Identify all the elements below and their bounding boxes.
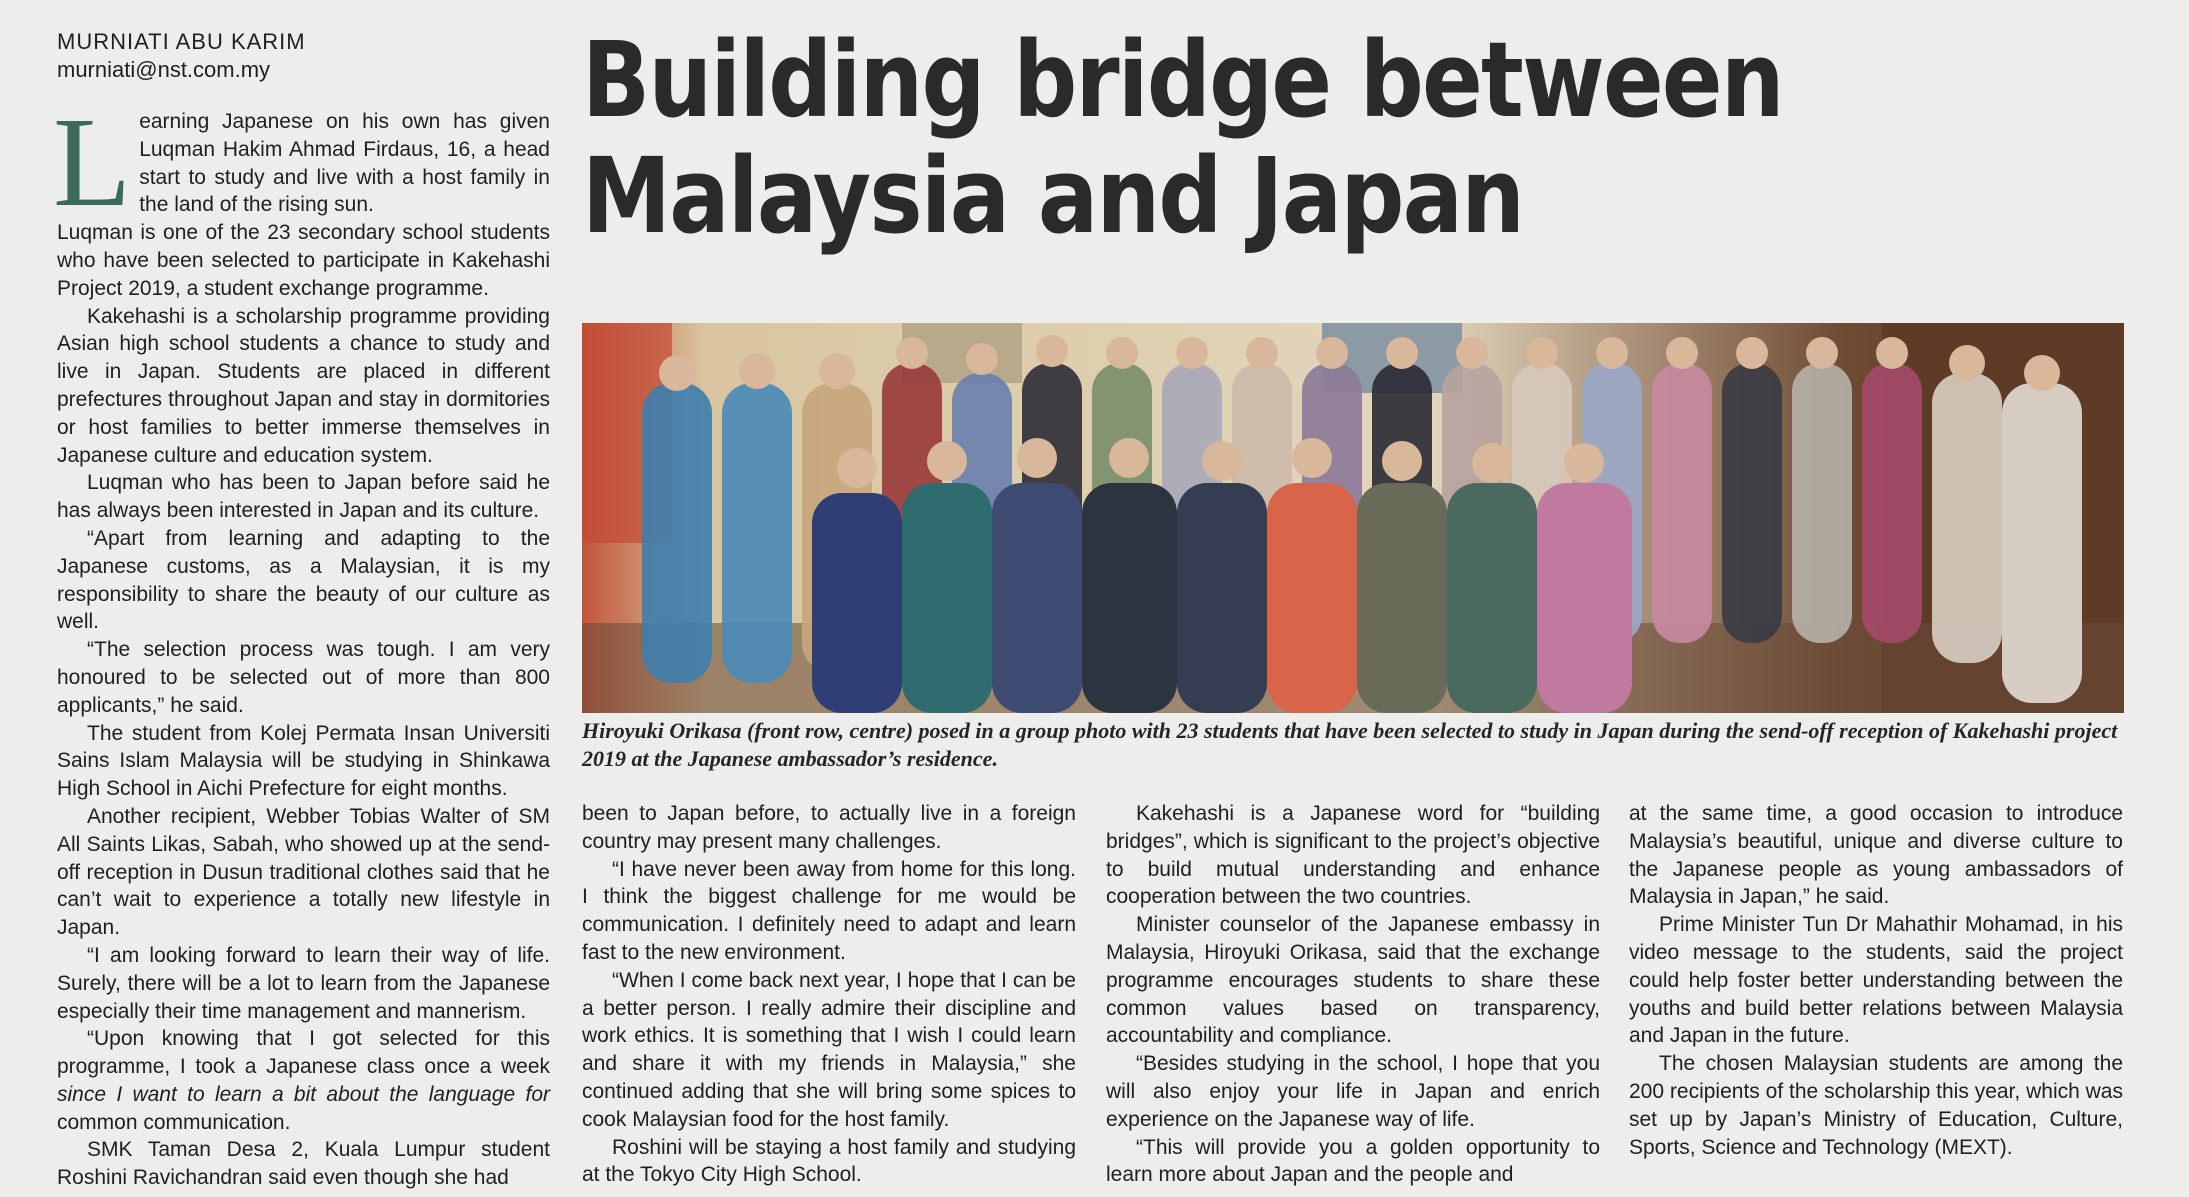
paragraph: Another recipient, Webber Tobias Walter of SM All Saints Likas, Sabah, who showed up at the send-off reception in Dusun traditional clothes said that he can’t wait to experience a totally new lifestyle in Japan. <box>57 804 550 940</box>
article-column-1 <box>53 91 550 1192</box>
paragraph-text: “Upon knowing that I got selected for this programme, I took a Japanese class once a week <box>57 1027 550 1079</box>
paragraph: SMK Taman Desa 2, Kuala Lumpur student Roshini Ravichandran said even though she had <box>57 1138 550 1190</box>
headline <box>582 19 1924 257</box>
paragraph <box>57 1025 550 1136</box>
paragraph: “This will provide you a golden opportunity to learn more about Japan and the people and <box>1106 1135 1600 1187</box>
article-column-3 <box>1106 800 1600 1189</box>
paragraph: Kakehashi is a Japanese word for “building bridges”, which is significant to the project’s objective to build mutual understanding and enhance cooperation between the two countries. <box>1106 802 1600 909</box>
paragraph-text: earning Japanese on his own has given Luqman Hakim Ahmad Firdaus, 16, a head start to study and live with a host family in the land of the rising sun. <box>139 110 550 217</box>
byline <box>57 28 557 84</box>
paragraph-text: common communication. <box>57 1110 291 1134</box>
paragraph: Kakehashi is a scholarship programme providing Asian high school students a chance to study and live in Japan. Students are placed in different prefectures throughout Japan and stay in dormitories or host families to better immerse themselves in Japanese culture and education system. <box>57 304 550 467</box>
paragraph: Luqman is one of the 23 secondary school students who have been selected to participate in Kakehashi Project 2019, a student exchange programme. <box>57 221 550 300</box>
paragraph: “Besides studying in the school, I hope that you will also enjoy your life in Japan and enrich experience on the Japanese way of life. <box>1106 1052 1600 1131</box>
paragraph: Luqman who has been to Japan before said he has always been interested in Japan and its culture. <box>57 471 550 523</box>
paragraph: The chosen Malaysian students are among the 200 recipients of the scholarship this year, which was set up by Japan’s Ministry of Education, Culture, Sports, Science and Technology (MEXT). <box>1629 1052 2123 1159</box>
drop-cap: L <box>53 91 132 233</box>
paragraph <box>53 91 550 233</box>
paragraph: been to Japan before, to actually live in a foreign country may present many challenges. <box>582 802 1076 853</box>
group-photo <box>582 323 2124 713</box>
paragraph: at the same time, a good occasion to introduce Malaysia’s beautiful, unique and diverse culture to the Japanese people as young ambassadors of Malaysia in Japan,” he said. <box>1629 802 2123 909</box>
paragraph: “I am looking forward to learn their way of life. Surely, there will be a lot to learn from the Japanese especially their time management and mannerism. <box>57 943 550 1023</box>
group-photo-illustration <box>582 323 2124 713</box>
article-column-2 <box>582 800 1076 1189</box>
paragraph: Minister counselor of the Japanese embassy in Malaysia, Hiroyuki Orikasa, said that the exchange programme encourages students to share these common values based on transparency, accountability and compliance. <box>1106 913 1600 1048</box>
author-name: MURNIATI ABU KARIM <box>57 29 306 54</box>
headline-line-2: Malaysia and Japan <box>582 135 1524 257</box>
paragraph: “I have never been away from home for this long. I think the biggest challenge for me would be communication. I definitely need to adapt and learn fast to the new environment. <box>582 857 1076 964</box>
paragraph: The student from Kolej Permata Insan Universiti Sains Islam Malaysia will be studying in Shinkawa High School in Aichi Prefecture for eight months. <box>57 721 550 801</box>
paragraph: “The selection process was tough. I am very honoured to be selected out of more than 800 applicants,” he said. <box>57 638 550 717</box>
headline-line-1: Building bridge between <box>582 19 1783 141</box>
photo-caption: Hiroyuki Orikasa (front row, centre) posed in a group photo with 23 students that have been selected to study in Japan during the send-off reception of Kakehashi project 2019 at the Japanese ambassador’s residence. <box>582 718 2118 771</box>
paragraph: Roshini will be staying a host family and studying at the Tokyo City High School. <box>582 1135 1076 1187</box>
paragraph: “When I come back next year, I hope that I can be a better person. I really admire their discipline and work ethics. It is something that I wish I could learn and share it with my friends in Malaysia,” she continued adding that she will bring some spices to cook Malaysian food for the host family. <box>582 968 1076 1131</box>
author-email[interactable]: murniati@nst.com.my <box>57 57 271 82</box>
paragraph: “Apart from learning and adapting to the Japanese customs, as a Malaysian, it is my responsibility to share the beauty of our culture as well. <box>57 526 550 634</box>
paragraph: Prime Minister Tun Dr Mahathir Mohamad, in his video message to the students, said the project could help foster better understanding between the youths and build better relations between Malaysia and Japan in the future. <box>1629 913 2123 1048</box>
italic-text: since I want to learn a bit about the language for <box>57 1082 550 1106</box>
article-column-4 <box>1629 800 2123 1161</box>
